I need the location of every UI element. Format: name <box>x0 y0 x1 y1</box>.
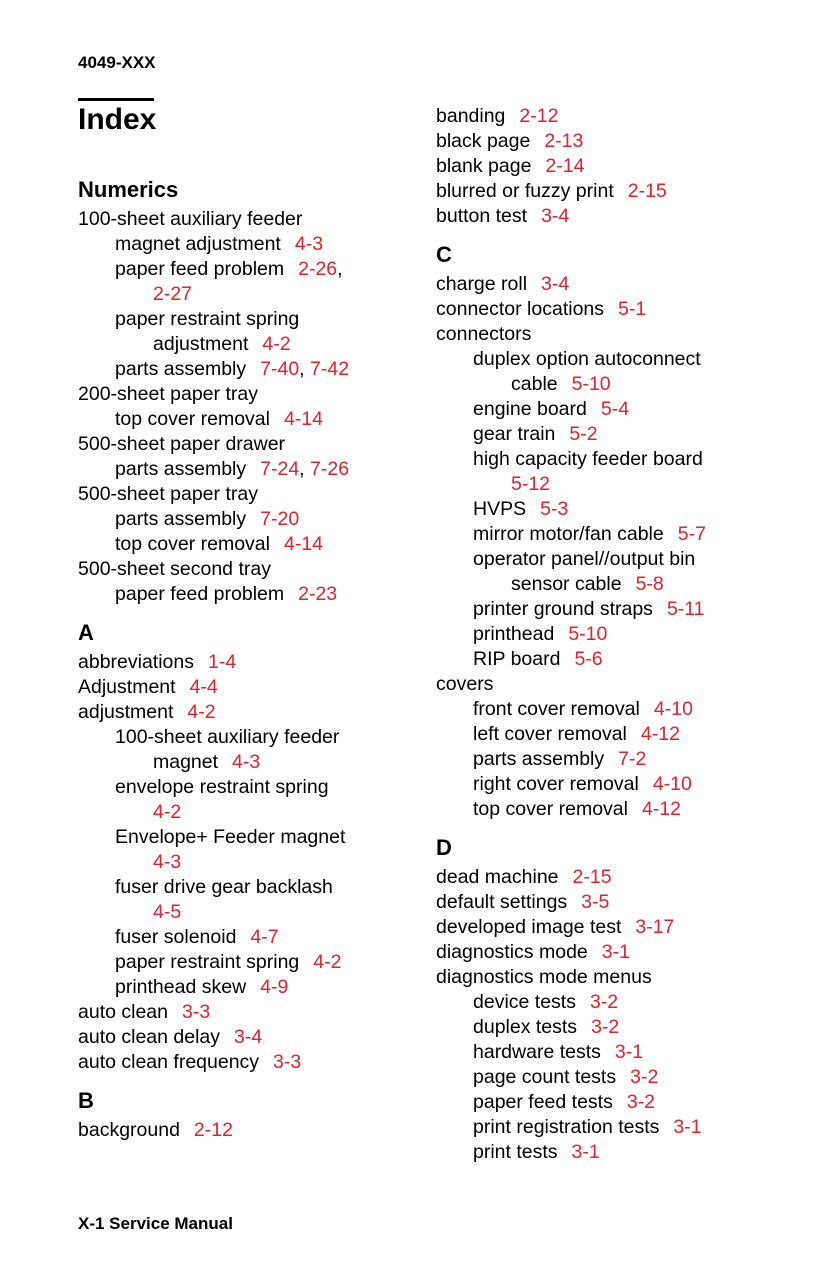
index-entry <box>436 672 796 697</box>
entry-term: print registration tests <box>473 1116 660 1138</box>
entry-term: developed image test <box>436 916 622 938</box>
entry-term: print tests <box>473 1141 558 1163</box>
entry-term: banding <box>436 105 506 127</box>
section-heading: C <box>436 242 452 267</box>
index-entry <box>78 675 378 700</box>
index-entry <box>436 1065 796 1090</box>
section-heading: Numerics <box>78 177 179 202</box>
index-entry <box>436 622 796 647</box>
page-ref-link[interactable]: 4-2 <box>187 701 216 723</box>
running-header: 4049-XXX <box>78 53 156 72</box>
index-entry <box>436 597 796 622</box>
page-ref-link[interactable]: 5-12 <box>511 473 551 495</box>
section-heading: D <box>436 835 452 860</box>
entry-term: fuser drive gear backlash <box>115 876 333 898</box>
page-ref-link[interactable]: 4-10 <box>652 773 692 795</box>
page-ref-link[interactable]: 2-13 <box>544 130 584 152</box>
entry-term: duplex tests <box>473 1016 578 1038</box>
index-entry <box>78 725 378 750</box>
page-ref-link[interactable]: 4-2 <box>313 951 342 973</box>
index-entry <box>436 472 796 497</box>
index-entry <box>78 775 378 800</box>
entry-term: 100-sheet auxiliary feeder <box>78 208 303 230</box>
entry-term: 500-sheet paper tray <box>78 483 258 505</box>
index-entry <box>436 572 796 597</box>
entry-term: cable <box>511 373 558 395</box>
entry-term: printer ground straps <box>473 598 653 620</box>
index-entry <box>436 372 796 397</box>
page-ref-link[interactable]: 7-24 <box>260 458 300 480</box>
entry-term: diagnostics mode menus <box>436 966 652 988</box>
title-rule <box>78 98 154 101</box>
entry-term: top cover removal <box>473 798 628 820</box>
index-entry <box>436 322 796 347</box>
index-entry <box>436 447 796 472</box>
entry-term: 200-sheet paper tray <box>78 383 258 405</box>
page-ref-link[interactable]: 3-4 <box>541 205 570 227</box>
index-entry <box>436 865 796 890</box>
page-ref-link[interactable]: 5-7 <box>677 523 706 545</box>
entry-term: 500-sheet paper drawer <box>78 433 286 455</box>
index-entry <box>436 422 796 447</box>
index-entry <box>78 407 378 432</box>
entry-term: parts assembly <box>115 458 247 480</box>
index-entry <box>78 1050 378 1075</box>
page-ref-link[interactable]: 2-15 <box>627 180 667 202</box>
page-ref-link[interactable]: 2-27 <box>153 283 193 305</box>
page-ref-link[interactable]: 7-40 <box>260 358 300 380</box>
page-ref-link[interactable]: 2-26 <box>298 258 338 280</box>
entry-term: RIP board <box>473 648 561 670</box>
page-ref-link[interactable]: 4-3 <box>153 851 182 873</box>
entry-term: device tests <box>473 991 576 1013</box>
index-entry <box>78 207 378 232</box>
page-ref-link[interactable]: 2-15 <box>572 866 612 888</box>
entry-term: Adjustment <box>78 676 176 698</box>
entry-term: paper restraint spring <box>115 951 300 973</box>
index-entry <box>78 950 378 975</box>
entry-term: sensor cable <box>511 573 622 595</box>
entry-term: blank page <box>436 155 532 177</box>
page-ref-link[interactable]: 4-3 <box>294 233 324 255</box>
entry-term: engine board <box>473 398 587 420</box>
entry-term: dead machine <box>436 866 559 888</box>
page-ref-link[interactable]: 1-4 <box>208 651 237 673</box>
page-ref-link[interactable]: 4-5 <box>153 901 182 923</box>
entry-term: paper restraint spring <box>115 308 300 330</box>
page-ref-link[interactable]: 3-2 <box>589 991 619 1013</box>
ref-separator: , <box>299 458 311 480</box>
index-entry <box>78 650 378 675</box>
entry-term: Envelope+ Feeder magnet <box>115 826 346 848</box>
page-ref-link[interactable]: 4-3 <box>232 751 261 773</box>
index-entry <box>436 1040 796 1065</box>
index-entry <box>78 1000 378 1025</box>
page-ref-link[interactable]: 4-10 <box>653 698 693 720</box>
index-entry <box>436 347 796 372</box>
entry-term: background <box>78 1119 180 1141</box>
entry-term: front cover removal <box>473 698 640 720</box>
index-entry <box>78 975 378 1000</box>
index-entry <box>436 522 796 547</box>
page-ref-link[interactable]: 5-10 <box>571 373 611 395</box>
page-ref-link[interactable]: 5-1 <box>618 298 647 320</box>
page-ref-link[interactable]: 4-14 <box>283 408 324 430</box>
page-ref-link[interactable]: 3-1 <box>571 1141 600 1163</box>
entry-term: abbreviations <box>78 651 194 673</box>
index-entry <box>436 104 796 129</box>
page-ref-link[interactable]: 4-7 <box>250 926 279 948</box>
index-entry <box>436 915 796 940</box>
index-entry <box>78 825 378 850</box>
index-entry <box>436 747 796 772</box>
entry-term: default settings <box>436 891 568 913</box>
page-ref-link[interactable]: 7-2 <box>618 748 647 770</box>
index-entry <box>78 557 378 582</box>
entry-term: connectors <box>436 323 532 345</box>
index-entry <box>436 940 796 965</box>
index-entry <box>78 257 378 282</box>
index-entry <box>78 800 378 825</box>
entry-term: connector locations <box>436 298 605 320</box>
index-entry <box>78 482 378 507</box>
entry-term: covers <box>436 673 494 695</box>
entry-term: black page <box>436 130 531 152</box>
page-ref-link[interactable]: 5-11 <box>666 598 705 620</box>
entry-term: mirror motor/fan cable <box>473 523 664 545</box>
page-ref-link[interactable]: 7-26 <box>310 458 350 480</box>
index-entry <box>78 1118 378 1143</box>
entry-term: fuser solenoid <box>115 926 237 948</box>
entry-term: printhead skew <box>115 976 247 998</box>
entry-term: 100-sheet auxiliary feeder <box>115 726 340 748</box>
entry-term: parts assembly <box>473 748 605 770</box>
index-entry <box>436 772 796 797</box>
index-entry <box>78 432 378 457</box>
page-ref-link[interactable]: 3-4 <box>234 1026 263 1048</box>
page-ref-link[interactable]: 2-23 <box>298 583 338 605</box>
index-entry <box>436 647 796 672</box>
entry-term: 500-sheet second tray <box>78 558 271 580</box>
index-entry <box>436 297 796 322</box>
index-entry <box>436 890 796 915</box>
entry-term: adjustment <box>78 701 174 723</box>
index-entry <box>78 357 378 382</box>
index-entry <box>436 204 796 229</box>
entry-term: hardware tests <box>473 1041 601 1063</box>
page-ref-link[interactable]: 3-2 <box>626 1091 656 1113</box>
entry-term: HVPS <box>473 498 527 520</box>
index-entry <box>436 697 796 722</box>
index-entry <box>436 154 796 179</box>
entry-term: envelope restraint spring <box>115 776 329 798</box>
entry-term: button test <box>436 205 528 227</box>
page-ref-link[interactable]: 5-10 <box>568 623 608 645</box>
entry-term: paper feed problem <box>115 583 285 605</box>
index-entry <box>436 397 796 422</box>
index-entry <box>78 850 378 875</box>
page-ref-link[interactable]: 5-6 <box>574 648 603 670</box>
entry-term: parts assembly <box>115 358 247 380</box>
index-entry <box>78 1025 378 1050</box>
index-entry <box>78 307 378 332</box>
index-entry <box>78 900 378 925</box>
page-title: Index <box>78 103 157 136</box>
entry-term: printhead <box>473 623 555 645</box>
index-entry <box>78 232 378 257</box>
section-heading: A <box>78 620 94 645</box>
page-ref-link[interactable]: 7-42 <box>310 358 350 380</box>
index-column-right <box>436 104 796 1165</box>
entry-term: right cover removal <box>473 773 639 795</box>
index-entry <box>436 547 796 572</box>
entry-term: diagnostics mode <box>436 941 588 963</box>
index-entry <box>78 282 378 307</box>
page-ref-link[interactable]: 3-2 <box>591 1016 620 1038</box>
entry-term: top cover removal <box>115 408 270 430</box>
page-ref-link[interactable]: 5-4 <box>600 398 630 420</box>
entry-term: paper feed tests <box>473 1091 613 1113</box>
page-ref-link[interactable]: 4-2 <box>153 801 182 823</box>
index-entry <box>436 965 796 990</box>
index-entry <box>436 1090 796 1115</box>
page-ref-link[interactable]: 3-3 <box>273 1051 302 1073</box>
entry-term: blurred or fuzzy print <box>436 180 614 202</box>
entry-term: charge roll <box>436 273 528 295</box>
page-ref-link[interactable]: 2-14 <box>545 155 585 177</box>
entry-term: high capacity feeder board <box>473 448 703 470</box>
running-footer: X-1 Service Manual <box>78 1214 233 1233</box>
page-ref-link[interactable]: 2-12 <box>519 105 559 127</box>
page-ref-link[interactable]: 2-12 <box>193 1119 233 1141</box>
page-ref-link[interactable]: 4-4 <box>189 676 218 698</box>
page-ref-link[interactable]: 4-9 <box>260 976 289 998</box>
index-entry <box>78 875 378 900</box>
index-entry <box>436 990 796 1015</box>
index-entry <box>436 1115 796 1140</box>
entry-term: auto clean delay <box>78 1026 221 1048</box>
index-entry <box>78 925 378 950</box>
page-ref-link[interactable]: 3-1 <box>601 941 630 963</box>
index-column-left <box>78 176 378 1143</box>
entry-term: top cover removal <box>115 533 270 555</box>
index-entry <box>436 722 796 747</box>
index-entry <box>436 129 796 154</box>
page-ref-link[interactable]: 3-4 <box>541 273 570 295</box>
page-ref-link[interactable]: 3-3 <box>182 1001 211 1023</box>
entry-term: operator panel//output bin <box>473 548 696 570</box>
entry-term: auto clean frequency <box>78 1051 260 1073</box>
entry-term: left cover removal <box>473 723 627 745</box>
index-entry <box>436 272 796 297</box>
index-entry <box>436 1140 796 1165</box>
entry-term: adjustment <box>153 333 249 355</box>
index-entry <box>436 497 796 522</box>
index-entry <box>78 457 378 482</box>
ref-separator: , <box>337 258 343 280</box>
entry-term: magnet <box>153 751 219 773</box>
entry-term: auto clean <box>78 1001 168 1023</box>
entry-term: parts assembly <box>115 508 247 530</box>
index-entry <box>436 1015 796 1040</box>
entry-term: page count tests <box>473 1066 617 1088</box>
index-entry <box>436 797 796 822</box>
index-entry <box>78 750 378 775</box>
page-ref-link[interactable]: 4-2 <box>262 333 291 355</box>
index-entry <box>78 382 378 407</box>
entry-term: magnet adjustment <box>115 233 281 255</box>
page-ref-link[interactable]: 3-2 <box>630 1066 659 1088</box>
entry-term: duplex option autoconnect <box>473 348 701 370</box>
entry-term: gear train <box>473 423 556 445</box>
index-entry <box>78 507 378 532</box>
page-ref-link[interactable]: 5-3 <box>540 498 569 520</box>
index-entry <box>78 532 378 557</box>
page-ref-link[interactable]: 7-20 <box>260 508 300 530</box>
section-heading: B <box>78 1088 94 1113</box>
page-ref-link[interactable]: 5-2 <box>569 423 598 445</box>
index-entry <box>78 582 378 607</box>
page-ref-link[interactable]: 3-5 <box>581 891 610 913</box>
page-ref-link[interactable]: 4-12 <box>640 723 680 745</box>
page-ref-link[interactable]: 4-14 <box>283 533 324 555</box>
page-ref-link[interactable]: 3-1 <box>673 1116 702 1138</box>
index-entry <box>436 179 796 204</box>
page-ref-link[interactable]: 5-8 <box>635 573 664 595</box>
index-entry <box>78 700 378 725</box>
page-ref-link[interactable]: 4-12 <box>641 798 682 820</box>
index-entry <box>78 332 378 357</box>
ref-separator: , <box>299 358 311 380</box>
entry-term: paper feed problem <box>115 258 285 280</box>
page-ref-link[interactable]: 3-17 <box>635 916 675 938</box>
page-ref-link[interactable]: 3-1 <box>614 1041 644 1063</box>
